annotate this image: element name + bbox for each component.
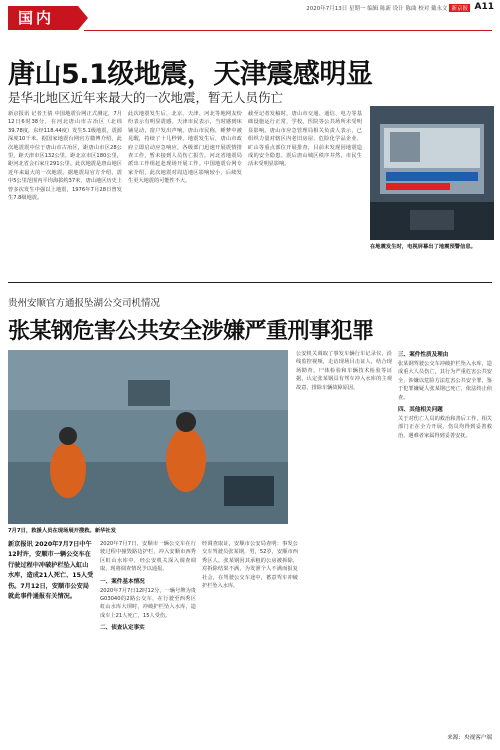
page-meta: 2020年7月13日 星期一 编辑 陈新 设计 陈曲 校对 戴永文 新京报 bbox=[306, 6, 468, 12]
section-divider bbox=[8, 282, 492, 283]
story1-column-3: 截至记者发稿时，唐山市交通、通信、电力等基础设施运行正常，学校、医院等公共场所未受明显影响。唐山市应急管理局相关负责人表示，已组织力量对辖区内老旧房屋、危险化学品企业、矿山等重点部位开展排查，目前未发现因地震造成的安全隐患。震后唐山城区秩序井然，市民生活未受明显影响。 bbox=[248, 111, 362, 168]
story2-column-a2-text: 2020年7月7日12时12分，一辆号牌为贵G03040的2路公交车，在行驶至西秀区虹山水库大坝时，冲破护栏坠入水库，造成车上21人死亡，15人受伤。 bbox=[100, 587, 196, 619]
story2-kicker: 贵州安顺官方通报坠湖公交司机情况 bbox=[8, 298, 161, 309]
story1-photo bbox=[370, 106, 494, 240]
story2-column-c: 公安机关调取了事发车辆行车记录仪、沿线监控视频，走访现场目击证人，结合现场勘查、尸体检验和车辆技术检验等证据，认定张某钢具有驾车冲入水库的主观故意，排除车辆故障原因。 bbox=[296, 351, 392, 391]
story2-subhead-a: 一、案件基本情况 bbox=[100, 578, 145, 585]
story2-column-a bbox=[100, 540, 196, 730]
story2-column-b: 经调查取证，安顺市公安局查明：事发公交车驾驶员张某钢，男，52岁，安顺市西秀区人。张某钢因其承租的公房被拆除，对拆除结果不满，为发泄个人不满而报复社会，在驾驶公交车途中，蓄意驾车冲破护栏坠入水库。 bbox=[202, 541, 298, 590]
story2-column-a-text: 2020年7月7日，安顺市一辆公交车在行驶过程中撞毁路边护栏，冲入安顺市西秀区虹山水库中，经公安机关深入调查调取，现将调查情况予以通报。 bbox=[100, 541, 196, 573]
story1-column-2: 此次地震发生后，北京、天津、河北等地网友纷纷表示有明显震感。天津市民表示，当时感到床铺晃动，窗户发出声响。唐山市民称，睡梦中被晃醒，持续了十几秒钟。地震发生后，唐山市政府立即启动应急响应，各级部门迅速开展震情排查工作，暂未接到人员伤亡报告。河北省地震局派出工作组赶赴现场开展工作。中国地震台网专家介绍，此次地震对周边地区影响较小，后续发生更大地震的可能性不大。 bbox=[128, 111, 242, 185]
rescue-scene-image bbox=[8, 350, 288, 524]
paper-badge: 新京报 bbox=[451, 6, 468, 12]
story2-summary: 新京报讯 2020年7月7日中午12时许，安顺市一辆公交车在行驶过程中冲破护栏坠入虹山水库，造成21人死亡、15人受伤。7月12日，安顺市公安局就此事件通报有关情况。 bbox=[8, 541, 94, 601]
story1-photo-caption: 在地震发生时，电视屏幕出了地震预警信息。 bbox=[370, 244, 476, 250]
story1-column-1: 新京报讯 记者王倩 中国地震台网正式测定，7月12日6时38分，在河北唐山市古冶区（北纬39.78度，东经118.44度）发生5.1级地震，震源深度10千米。据国家地震台网官方微博介绍，此次地震震中位于唐山市古冶区，距唐山市区28公里，距天津市区132公里，距北京市区180公里，距河北省会石家庄291公里。此次地震是唐山地区近年来最大的一次地震。据地震局官方介绍，震中5公里范围内平均海拔约37米，唐山地区历史上曾多次发生中强以上地震，1976年7月28日曾发生7.8级地震。 bbox=[8, 111, 122, 202]
story2-photo bbox=[8, 350, 288, 524]
story2-subhead-b: 二、侦查认定事实 bbox=[100, 625, 145, 632]
story2-headline: 张某钢危害公共安全涉嫌严重刑事犯罪 bbox=[8, 319, 374, 344]
header-rule bbox=[84, 30, 492, 31]
story1-headline: 唐山5.1级地震，天津震感明显 bbox=[8, 59, 373, 90]
story2-column-e-text: 关于对伤亡人员的救治和善后工作，相关部门正在全力开展，伤员均得到妥善救治，遇难者家属得到妥善安抚。 bbox=[398, 416, 492, 439]
story2-source: 来源：央视客户端 bbox=[447, 735, 492, 741]
story2-subhead-c: 三、案件性质及理由 bbox=[398, 352, 449, 358]
page-number: A11 bbox=[474, 2, 494, 12]
page-header bbox=[0, 0, 500, 34]
story1-subhead: 是华北地区近年来最大的一次地震，暂无人员伤亡 bbox=[8, 90, 284, 105]
story2-photo-caption: 7月7日，救援人员在现场展开搜救。新华社发 bbox=[8, 528, 117, 534]
story2-column-d-text: 张某钢驾驶公交车冲破护栏坠入水库，造成重大人员伤亡，其行为严重危害公共安全，涉嫌以危险方法危害公共安全罪，鉴于犯罪嫌疑人张某钢已死亡，依法终止侦查。 bbox=[398, 361, 492, 401]
story2-column-d bbox=[398, 350, 492, 730]
section-tab: 国内 bbox=[8, 6, 78, 30]
story2-subhead-d: 四、其他相关问题 bbox=[398, 407, 443, 414]
tv-screen-image bbox=[370, 106, 494, 240]
